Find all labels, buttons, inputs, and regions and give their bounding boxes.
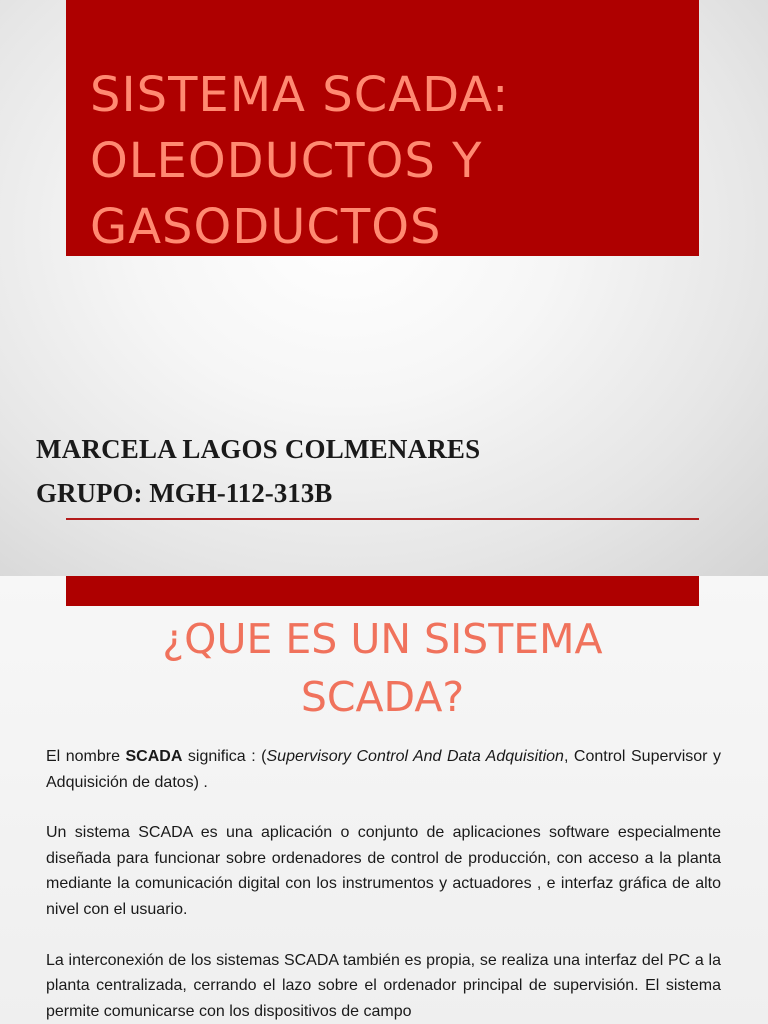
para1-italic: Supervisory Control And Data Adquisition (266, 748, 564, 765)
title-block (66, 0, 699, 256)
author-name: MARCELA LAGOS COLMENARES (36, 434, 481, 464)
title-line-1: SISTEMA SCADA: (90, 67, 510, 123)
paragraph-2: Un sistema SCADA es una aplicación o conjunto de aplicaciones software especialmente diseñada para funcionar sobre ordenadores de control de producción, con acceso a la planta mediante la comunicación digital con los instrumentos y actuadores , e interfaz gráfica de alto nivel con el usuario. (46, 824, 721, 918)
title-block (66, 576, 699, 606)
para1-bold: SCADA (125, 748, 183, 765)
body-text (46, 744, 721, 1024)
title-line-2: OLEODUCTOS Y (90, 133, 483, 189)
heading-line-2: SCADA? (300, 673, 465, 721)
para1-middle: significa : ( (182, 748, 267, 765)
group-code: GRUPO: MGH-112-313B (36, 478, 333, 508)
title-line-3: GASODUCTOS (90, 199, 442, 255)
slide-heading (66, 610, 699, 726)
para1-suffix: , Control Supervisor y Adquisición de datos) . (46, 748, 721, 791)
slide-title (90, 62, 690, 260)
divider-line (66, 518, 699, 520)
content-slide (0, 576, 768, 1024)
heading-line-1: ¿QUE ES UN SISTEMA (162, 615, 603, 663)
paragraph-3: La interconexión de los sistemas SCADA también es propia, se realiza una interfaz del PC a la planta centralizada, cerrando el lazo sobre el ordenador principal de supervisión. El sistema permite comunicarse con los dispositivos de campo (46, 951, 721, 1020)
paragraph-1 (46, 744, 721, 795)
para1-prefix: El nombre (46, 748, 126, 765)
